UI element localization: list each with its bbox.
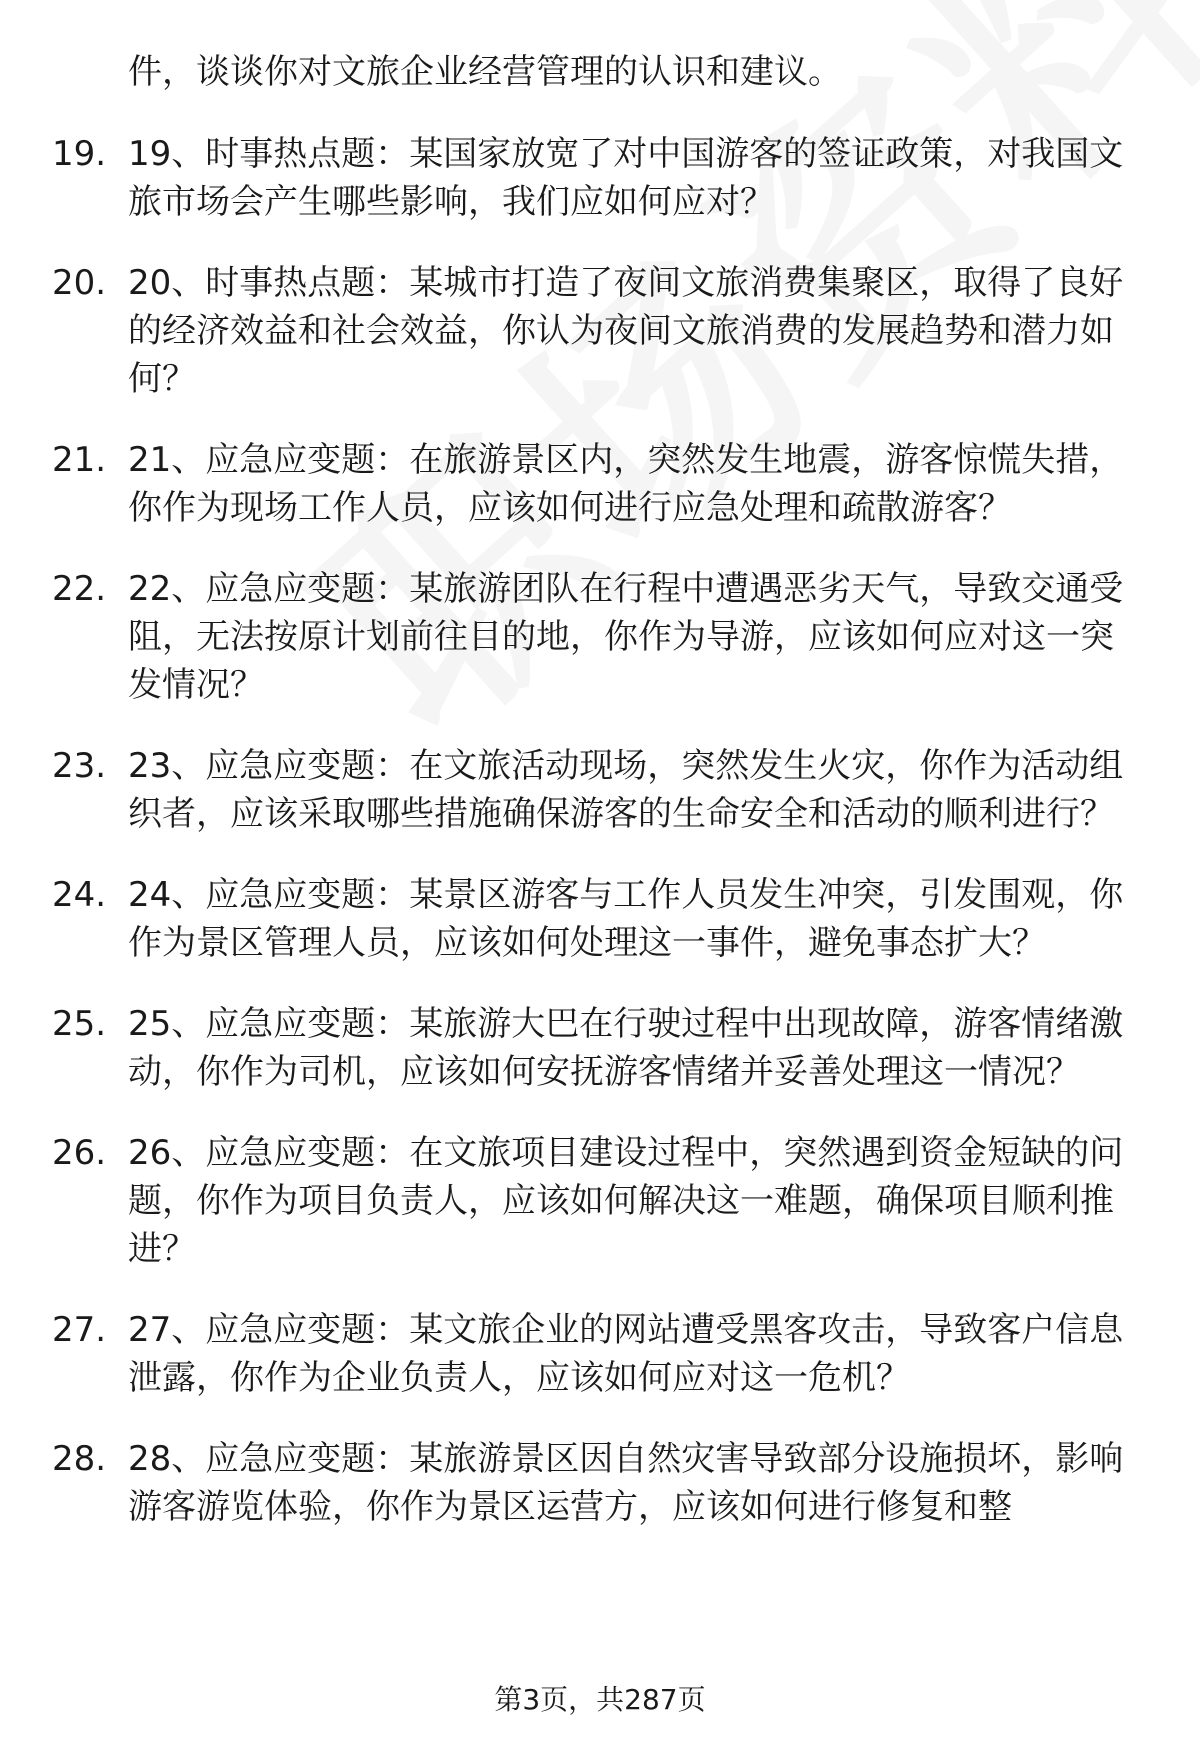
list-item xyxy=(0,436,1138,532)
page-footer: 第3页，共287页 xyxy=(494,1683,706,1716)
question-text: 28、应急应变题：某旅游景区因自然灾害导致部分设施损坏，影响游客游览体验，你作为景区运营方，应该如何进行修复和整 xyxy=(128,1439,1124,1527)
question-text: 26、应急应变题：在文旅项目建设过程中，突然遇到资金短缺的问题，你作为项目负责人，应该如何解决这一难题，确保项目顺利推进？ xyxy=(128,1133,1124,1269)
list-item xyxy=(0,130,1138,226)
question-text: 27、应急应变题：某文旅企业的网站遭受黑客攻击，导致客户信息泄露，你作为企业负责人，应该如何应对这一危机？ xyxy=(128,1310,1124,1398)
question-number: 24. xyxy=(52,875,107,915)
list-item xyxy=(0,742,1138,838)
question-number: 19. xyxy=(52,134,107,174)
list-item xyxy=(0,1129,1138,1273)
question-text: 20、时事热点题：某城市打造了夜间文旅消费集聚区，取得了良好的经济效益和社会效益，你认为夜间文旅消费的发展趋势和潜力如何？ xyxy=(128,263,1124,399)
question-text: 23、应急应变题：在文旅活动现场，突然发生火灾，你作为活动组织者，应该采取哪些措施确保游客的生命安全和活动的顺利进行？ xyxy=(128,746,1124,834)
list-item xyxy=(0,259,1138,403)
list-item xyxy=(0,1306,1138,1402)
list-item xyxy=(0,1000,1138,1096)
question-number: 23. xyxy=(52,746,107,786)
question-text: 22、应急应变题：某旅游团队在行程中遭遇恶劣天气，导致交通受阻，无法按原计划前往目的地，你作为导游，应该如何应对这一突发情况？ xyxy=(128,569,1124,705)
question-number: 22. xyxy=(52,569,107,609)
question-text: 21、应急应变题：在旅游景区内，突然发生地震，游客惊慌失措，你作为现场工作人员，应该如何进行应急处理和疏散游客？ xyxy=(128,440,1124,528)
list-item xyxy=(0,871,1138,967)
question-number: 28. xyxy=(52,1439,107,1479)
question-number: 25. xyxy=(52,1004,107,1044)
question-number: 27. xyxy=(52,1310,107,1350)
continued-question-text: 件，谈谈你对文旅企业经营管理的认识和建议。 xyxy=(128,52,842,92)
question-text: 19、时事热点题：某国家放宽了对中国游客的签证政策，对我国文旅市场会产生哪些影响，我们应如何应对？ xyxy=(128,134,1124,222)
question-number: 26. xyxy=(52,1133,107,1173)
question-text: 24、应急应变题：某景区游客与工作人员发生冲突，引发围观，你作为景区管理人员，应该如何处理这一事件，避免事态扩大？ xyxy=(128,875,1124,963)
question-number: 20. xyxy=(52,263,107,303)
question-text: 25、应急应变题：某旅游大巴在行驶过程中出现故障，游客情绪激动，你作为司机，应该如何安抚游客情绪并妥善处理这一情况？ xyxy=(128,1004,1124,1092)
question-list xyxy=(0,130,1200,1564)
list-item xyxy=(0,565,1138,709)
question-number: 21. xyxy=(52,440,107,480)
list-item xyxy=(0,1435,1138,1531)
